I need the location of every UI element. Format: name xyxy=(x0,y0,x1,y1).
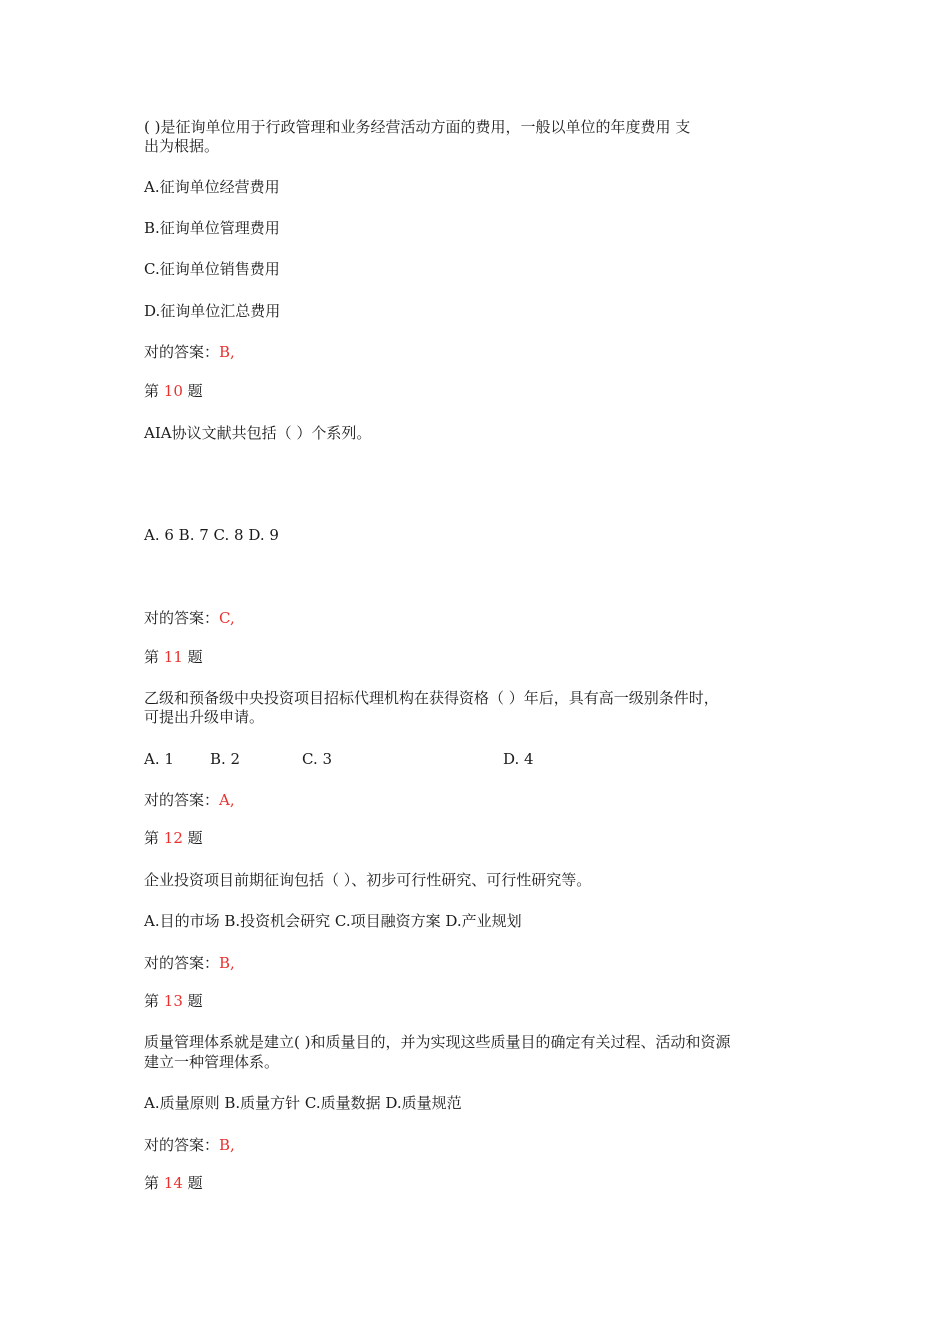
question-stem-line: 出为根据。 xyxy=(144,137,220,155)
answer-label: 对的答案： xyxy=(144,343,220,361)
question-heading-suffix: 题 xyxy=(182,648,203,666)
question-stem-line: 可提出升级申请。 xyxy=(144,708,265,726)
answer-line xyxy=(144,343,235,362)
answer-line xyxy=(144,791,235,810)
answer-line xyxy=(144,1136,235,1155)
answer-value: C, xyxy=(219,609,235,627)
question-heading-prefix: 第 xyxy=(144,829,164,847)
question-number: 12 xyxy=(163,829,183,847)
options-line: A.质量原则 B.质量方针 C.质量数据 D.质量规范 xyxy=(144,1094,462,1112)
question-heading-suffix: 题 xyxy=(182,1174,203,1192)
question-stem-line: ( )是征询单位用于行政管理和业务经营活动方面的费用，一般以单位的年度费用 支 xyxy=(144,118,691,136)
answer-line xyxy=(144,954,235,973)
question-heading-suffix: 题 xyxy=(182,382,203,400)
question-number: 14 xyxy=(163,1174,183,1192)
question-heading xyxy=(144,992,203,1011)
answer-value: B, xyxy=(219,954,235,972)
options-line xyxy=(144,750,564,769)
question-heading-suffix: 题 xyxy=(182,992,203,1010)
option-c: C.征询单位销售费用 xyxy=(144,260,280,278)
question-stem: 企业投资项目前期征询包括（ ）、初步可行性研究、可行性研究等。 xyxy=(144,871,592,889)
question-stem: AIA协议文献共包括（ ）个系列。 xyxy=(144,424,372,442)
answer-value: B, xyxy=(219,1136,235,1154)
question-stem-line: 乙级和预备级中央投资项目招标代理机构在获得资格（ ）年后，具有高一级别条件时， xyxy=(144,689,719,707)
answer-label: 对的答案： xyxy=(144,1136,220,1154)
answer-label: 对的答案： xyxy=(144,954,220,972)
answer-label: 对的答案： xyxy=(144,791,220,809)
question-heading-suffix: 题 xyxy=(182,829,203,847)
answer-label: 对的答案： xyxy=(144,609,220,627)
question-heading xyxy=(144,648,203,667)
option-d: D.征询单位汇总费用 xyxy=(144,302,281,320)
question-heading xyxy=(144,1174,203,1193)
option-b: B. 2 xyxy=(210,750,241,768)
options-line: A. 6 B. 7 C. 8 D. 9 xyxy=(144,526,279,544)
question-number: 11 xyxy=(163,648,183,666)
question-stem-line: 建立一种管理体系。 xyxy=(144,1053,280,1071)
question-heading xyxy=(144,829,203,848)
option-a: A. 1 xyxy=(144,750,174,768)
question-heading-prefix: 第 xyxy=(144,648,164,666)
question-heading-prefix: 第 xyxy=(144,992,164,1010)
option-d: D. 4 xyxy=(503,750,534,768)
option-b: B.征询单位管理费用 xyxy=(144,219,280,237)
option-c: C. 3 xyxy=(302,750,333,768)
question-heading xyxy=(144,382,203,401)
options-line: A.目的市场 B.投资机会研究 C.项目融资方案 D.产业规划 xyxy=(144,912,522,930)
answer-line xyxy=(144,609,235,628)
question-number: 13 xyxy=(163,992,183,1010)
question-number: 10 xyxy=(163,382,183,400)
answer-value: A, xyxy=(219,791,235,809)
answer-value: B, xyxy=(219,343,235,361)
question-heading-prefix: 第 xyxy=(144,382,164,400)
question-stem-line: 质量管理体系就是建立( )和质量目的，并为实现这些质量目的确定有关过程、活动和资源 xyxy=(144,1033,731,1051)
question-heading-prefix: 第 xyxy=(144,1174,164,1192)
option-a: A.征询单位经营费用 xyxy=(144,178,280,196)
